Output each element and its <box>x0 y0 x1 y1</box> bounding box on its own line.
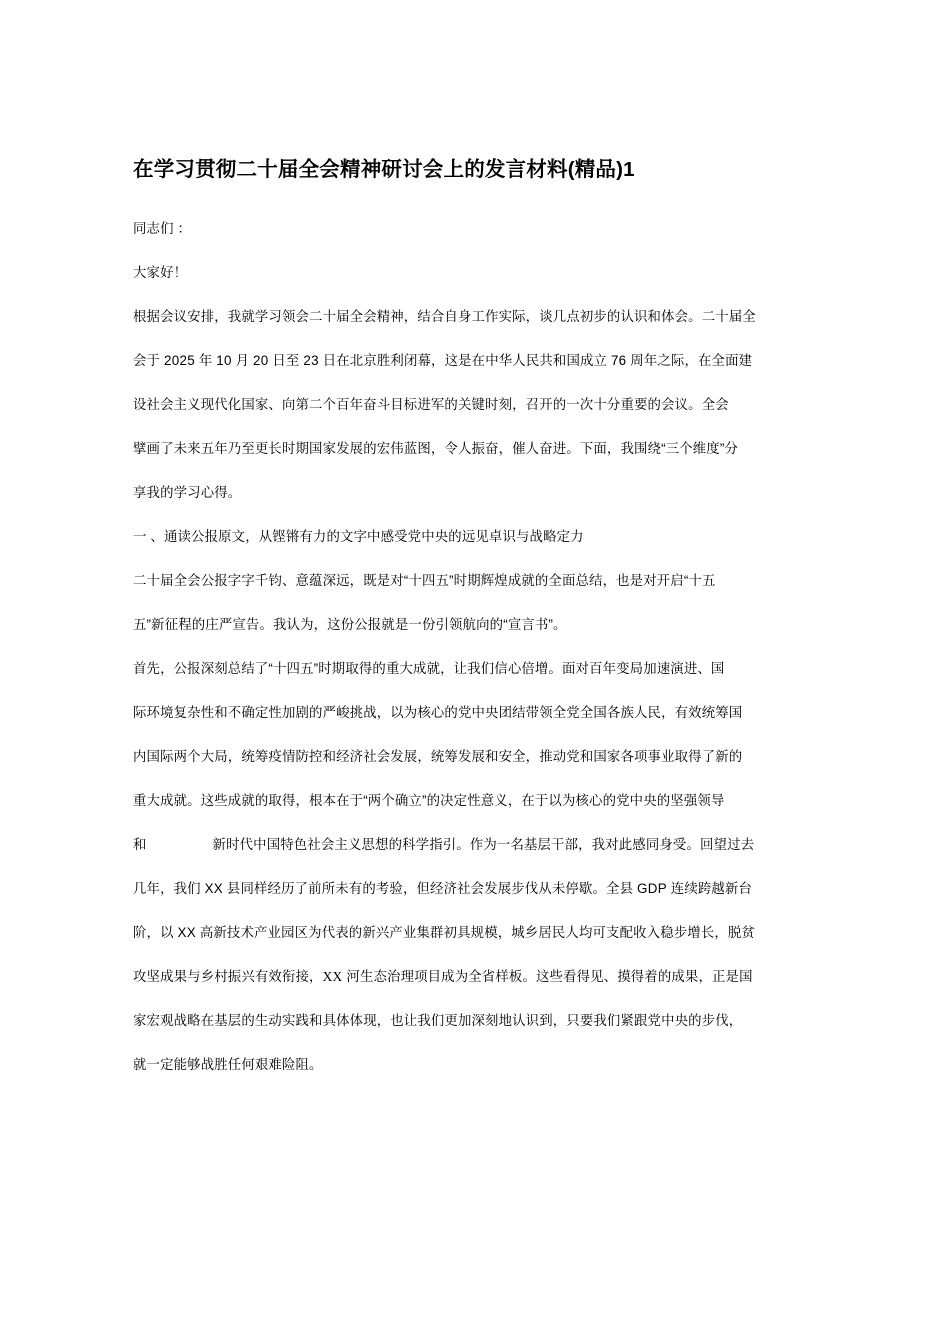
latin-run: 20 <box>253 353 269 368</box>
latin-run: XX <box>177 925 196 940</box>
paragraph-section1-line-11: 家宏观战略在基层的生动实践和具体体现，也让我们更加深刻地认识到，只要我们紧跟党中央的步伐， <box>133 1013 743 1028</box>
paragraph-section1-line-5: 内国际两个大局，统筹疫情防控和经济社会发展，统筹发展和安全，推动党和国家各项事业取得了新的 <box>133 749 743 764</box>
paragraph-section1-line-9: 阶，以 XX 高新技术产业园区为代表的新兴产业集群初具规模，城乡居民人均可支配收入稳步增长，脱贫 <box>133 925 756 940</box>
paragraph-section1-line-6: 重大成就。这些成就的取得，根本在于“两个确立”的决定性意义，在于以为核心的党中央的坚强领导 <box>133 793 725 808</box>
latin-run: 23 <box>303 353 319 368</box>
section-heading-1: 一 、通读公报原文，从铿锵有力的文字中感受党中央的远见卓识与战略定力 <box>133 529 584 544</box>
latin-run: XX <box>322 969 343 984</box>
paragraph-section1-line-4: 际环境复杂性和不确定性加剧的严峻挑战，以为核心的党中央团结带领全党全国各族人民，有效统筹国 <box>133 705 743 720</box>
paragraph-intro-line-1: 根据会议安排，我就学习领会二十届全会精神，结合自身工作实际，谈几点初步的认识和体会。二十届全 <box>133 309 756 324</box>
document-body <box>133 219 825 1075</box>
latin-run: 10 <box>216 353 232 368</box>
paragraph-section1-line-12: 就一定能够战胜任何艰难险阻。 <box>133 1057 323 1072</box>
paragraph-intro-line-2: 会于 2025 年 10 月 20 日至 23 日在北京胜利闭幕，这是在中华人民共和国成立 76 周年之际，在全面建 <box>133 353 753 368</box>
paragraph-salutation: 同志们 ： <box>133 221 192 236</box>
paragraph-section1-line-7 <box>133 835 825 855</box>
paragraph-section1-line-7-rest: 新时代中国特色社会主义思想的科学指引。作为一名基层干部，我对此感同身受。回望过去 <box>212 837 755 852</box>
paragraph-section1-line-10: 攻坚成果与乡村振兴有效衔接，XX 河生态治理项目成为全省样板。这些看得见、摸得着的成果，正是国 <box>133 969 753 984</box>
latin-run: XX <box>204 881 224 896</box>
latin-run: GDP <box>637 881 667 896</box>
paragraph-intro-line-5: 享我的学习心得。 <box>133 485 242 500</box>
paragraph-greeting: 大家好！ <box>133 265 188 280</box>
paragraph-intro-line-3: 设社会主义现代化国家、向第二个百年奋斗目标进军的关键时刻，召开的一次十分重要的会议。全会 <box>133 397 729 412</box>
paragraph-section1-line-3: 首先，公报深刻总结了“十四五”时期取得的重大成就，让我们信心倍增。面对百年变局加速演进、国 <box>133 661 725 676</box>
latin-run: 76 <box>610 353 627 368</box>
latin-run: 2025 <box>163 353 195 368</box>
conjunction-he: 和 <box>133 837 147 852</box>
paragraph-section1-line-2: 五”新征程的庄严宣告。我认为，这份公报就是一份引领航向的“宣言书”。 <box>133 617 567 632</box>
page-title: 在学习贯彻二十届全会精神研讨会上的发言材料(精品)1 <box>133 157 635 181</box>
paragraph-intro-line-4: 擘画了未来五年乃至更长时期国家发展的宏伟蓝图，令人振奋，催人奋进。下面，我围绕“三个维度”分 <box>133 441 739 456</box>
paragraph-section1-line-1: 二十届全会公报字字千钧、意蕴深远，既是对“十四五”时期辉煌成就的全面总结，也是对开启“十五 <box>133 573 716 588</box>
paragraph-section1-line-8: 几年，我们 XX 县同样经历了前所未有的考验，但经济社会发展步伐从未停歇。全县 GDP 连续跨越新台 <box>133 881 753 896</box>
